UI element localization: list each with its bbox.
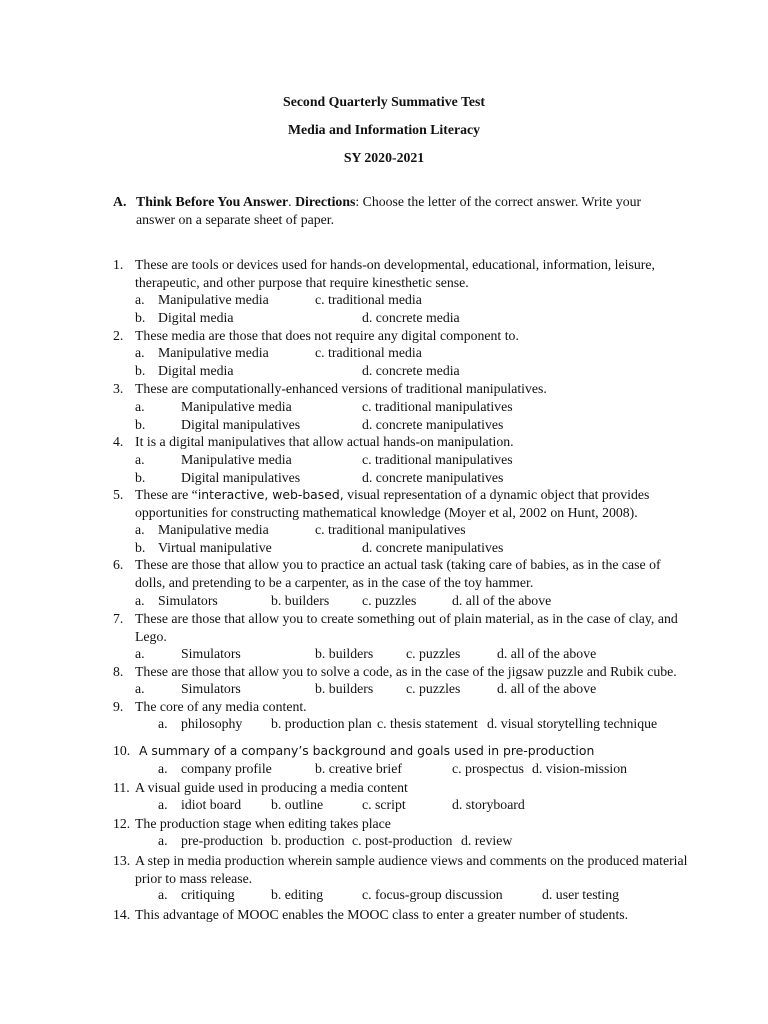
option-label: a. [158, 887, 168, 902]
option-b: b. builders [315, 646, 374, 661]
question-4 [113, 433, 693, 451]
question-8 [113, 663, 693, 681]
option-label: a. [135, 292, 145, 307]
question-13 [113, 852, 693, 887]
option-label: b. [135, 417, 146, 432]
option-label: b. [135, 310, 146, 325]
question-stem: A visual guide used in producing a media content [135, 780, 408, 795]
option-b: Digital media [158, 310, 234, 325]
stem-sans-fragment: interactive, web-based, [197, 487, 344, 502]
heading-dot: . [288, 194, 296, 209]
question-number: 14. [113, 907, 131, 922]
section-heading: Think Before You Answer [136, 194, 289, 209]
question-number: 1. [113, 257, 124, 272]
option-a: Simulators [181, 646, 241, 661]
option-label: a. [135, 681, 145, 696]
option-b: Digital manipulatives [181, 417, 301, 432]
option-b: Virtual manipulative [158, 540, 272, 555]
option-c: c. script [362, 797, 406, 812]
option-c: c. traditional manipulatives [362, 399, 513, 414]
option-b: b. outline [271, 797, 324, 812]
option-d: d. user testing [542, 887, 620, 902]
option-c: c. prospectus [452, 761, 525, 776]
option-d: d. storyboard [452, 797, 525, 812]
option-label: a. [158, 797, 168, 812]
option-c: c. traditional media [315, 345, 422, 360]
question-10 [113, 742, 693, 760]
option-b: b. creative brief [315, 761, 402, 776]
question-stem: These are those that allow you to practice an actual task (taking care of babies, as in the case of dolls, and pretending to be a carpenter, as in the case of the toy hammer. [135, 557, 661, 590]
option-c: c. traditional media [315, 292, 422, 307]
option-a: Manipulative media [158, 292, 269, 307]
option-b: Digital media [158, 363, 234, 378]
question-5 [113, 486, 693, 521]
question-number: 11. [113, 780, 130, 795]
option-a: idiot board [181, 797, 242, 812]
option-c: c. puzzles [406, 646, 461, 661]
option-b: b. production plan [271, 716, 372, 731]
question-stem: These media are those that does not require any digital component to. [135, 328, 519, 343]
question-number: 3. [113, 381, 124, 396]
question-6 [113, 556, 693, 591]
option-label: a. [158, 833, 168, 848]
option-b: b. editing [271, 887, 324, 902]
question-number: 12. [113, 816, 131, 831]
option-b: Digital manipulatives [181, 470, 301, 485]
question-number: 4. [113, 434, 124, 449]
option-a: Simulators [158, 593, 218, 608]
option-label: a. [158, 761, 168, 776]
question-stem [135, 486, 693, 521]
option-a: Manipulative media [158, 345, 269, 360]
option-d: d. concrete media [362, 363, 460, 378]
question-number: 13. [113, 853, 131, 868]
option-c: c. post-production [352, 833, 453, 848]
question-9 [113, 698, 693, 716]
question-stem: It is a digital manipulatives that allow actual hands-on manipulation. [135, 434, 514, 449]
question-stem: A summary of a company’s background and goals used in pre-production [139, 743, 595, 758]
directions-label: Directions [295, 194, 356, 209]
option-label: a. [135, 522, 145, 537]
subject-title: Media and Information Literacy [288, 122, 480, 137]
option-a: Manipulative media [158, 522, 269, 537]
option-c: c. traditional manipulatives [315, 522, 466, 537]
option-label: a. [158, 716, 168, 731]
question-stem: This advantage of MOOC enables the MOOC class to enter a greater number of students. [135, 907, 629, 922]
option-c: c. traditional manipulatives [362, 452, 513, 467]
question-stem: These are computationally-enhanced versions of traditional manipulatives. [135, 381, 547, 396]
option-label: b. [135, 470, 146, 485]
option-c: c. puzzles [406, 681, 461, 696]
option-c: c. thesis statement [377, 716, 478, 731]
option-b: b. builders [315, 681, 374, 696]
option-label: a. [135, 646, 145, 661]
option-d: d. review [461, 833, 513, 848]
question-7 [113, 610, 693, 645]
question-number: 6. [113, 557, 124, 572]
option-a: Simulators [181, 681, 241, 696]
option-a: Manipulative media [181, 452, 292, 467]
stem-rest: visual representation of a dynamic object that provides opportunities for constructing mathematical knowledge (Moyer et al, 2002 on Hunt, 2008). [135, 487, 650, 520]
question-number: 5. [113, 487, 124, 502]
option-label: b. [135, 540, 146, 555]
stem-prefix: These are “ [135, 487, 198, 502]
option-c: c. puzzles [362, 593, 417, 608]
option-a: Manipulative media [181, 399, 292, 414]
option-d: d. concrete manipulatives [362, 470, 504, 485]
question-number: 2. [113, 328, 124, 343]
question-stem: These are tools or devices used for hands-on developmental, educational, information, leisure, therapeutic, and other purpose that require kinesthetic sense. [135, 257, 655, 290]
option-d: d. concrete manipulatives [362, 540, 504, 555]
test-title: Second Quarterly Summative Test [283, 94, 485, 109]
option-d: d. concrete media [362, 310, 460, 325]
option-a: company profile [181, 761, 272, 776]
question-stem: The core of any media content. [135, 699, 307, 714]
question-1 [113, 256, 693, 291]
option-d: d. visual storytelling technique [487, 716, 658, 731]
question-stem: These are those that allow you to create something out of plain material, as in the case of clay, and Lego. [135, 611, 678, 644]
question-14 [113, 906, 693, 924]
question-3 [113, 380, 693, 398]
section-label: A. [113, 194, 127, 209]
option-label: a. [135, 345, 145, 360]
option-c: c. focus-group discussion [362, 887, 503, 902]
question-number: 7. [113, 611, 124, 626]
option-d: d. all of the above [452, 593, 552, 608]
school-year: SY 2020-2021 [343, 150, 425, 165]
option-d: d. vision-mission [532, 761, 628, 776]
question-stem: A step in media production wherein sample audience views and comments on the produced material prior to mass release. [135, 853, 688, 886]
option-label: a. [135, 452, 145, 467]
question-12 [113, 815, 693, 833]
option-d: d. concrete manipulatives [362, 417, 504, 432]
directions-text: : Choose the letter of the correct answer. Write your answer on a separate sheet of paper. [136, 194, 642, 227]
option-d: d. all of the above [497, 681, 597, 696]
option-label: b. [135, 363, 146, 378]
option-label: a. [135, 399, 145, 414]
option-b: b. production [271, 833, 345, 848]
question-2 [113, 327, 693, 345]
option-d: d. all of the above [497, 646, 597, 661]
question-number: 10. [113, 743, 131, 758]
question-stem: These are those that allow you to solve a code, as in the case of the jigsaw puzzle and Rubik cube. [135, 664, 677, 679]
question-number: 9. [113, 699, 124, 714]
option-a: philosophy [181, 716, 243, 731]
question-stem: The production stage when editing takes place [135, 816, 391, 831]
option-a: pre-production [181, 833, 263, 848]
option-b: b. builders [271, 593, 330, 608]
option-a: critiquing [181, 887, 235, 902]
section-a-instructions [113, 193, 673, 228]
question-number: 8. [113, 664, 124, 679]
option-label: a. [135, 593, 145, 608]
question-11 [113, 779, 693, 797]
